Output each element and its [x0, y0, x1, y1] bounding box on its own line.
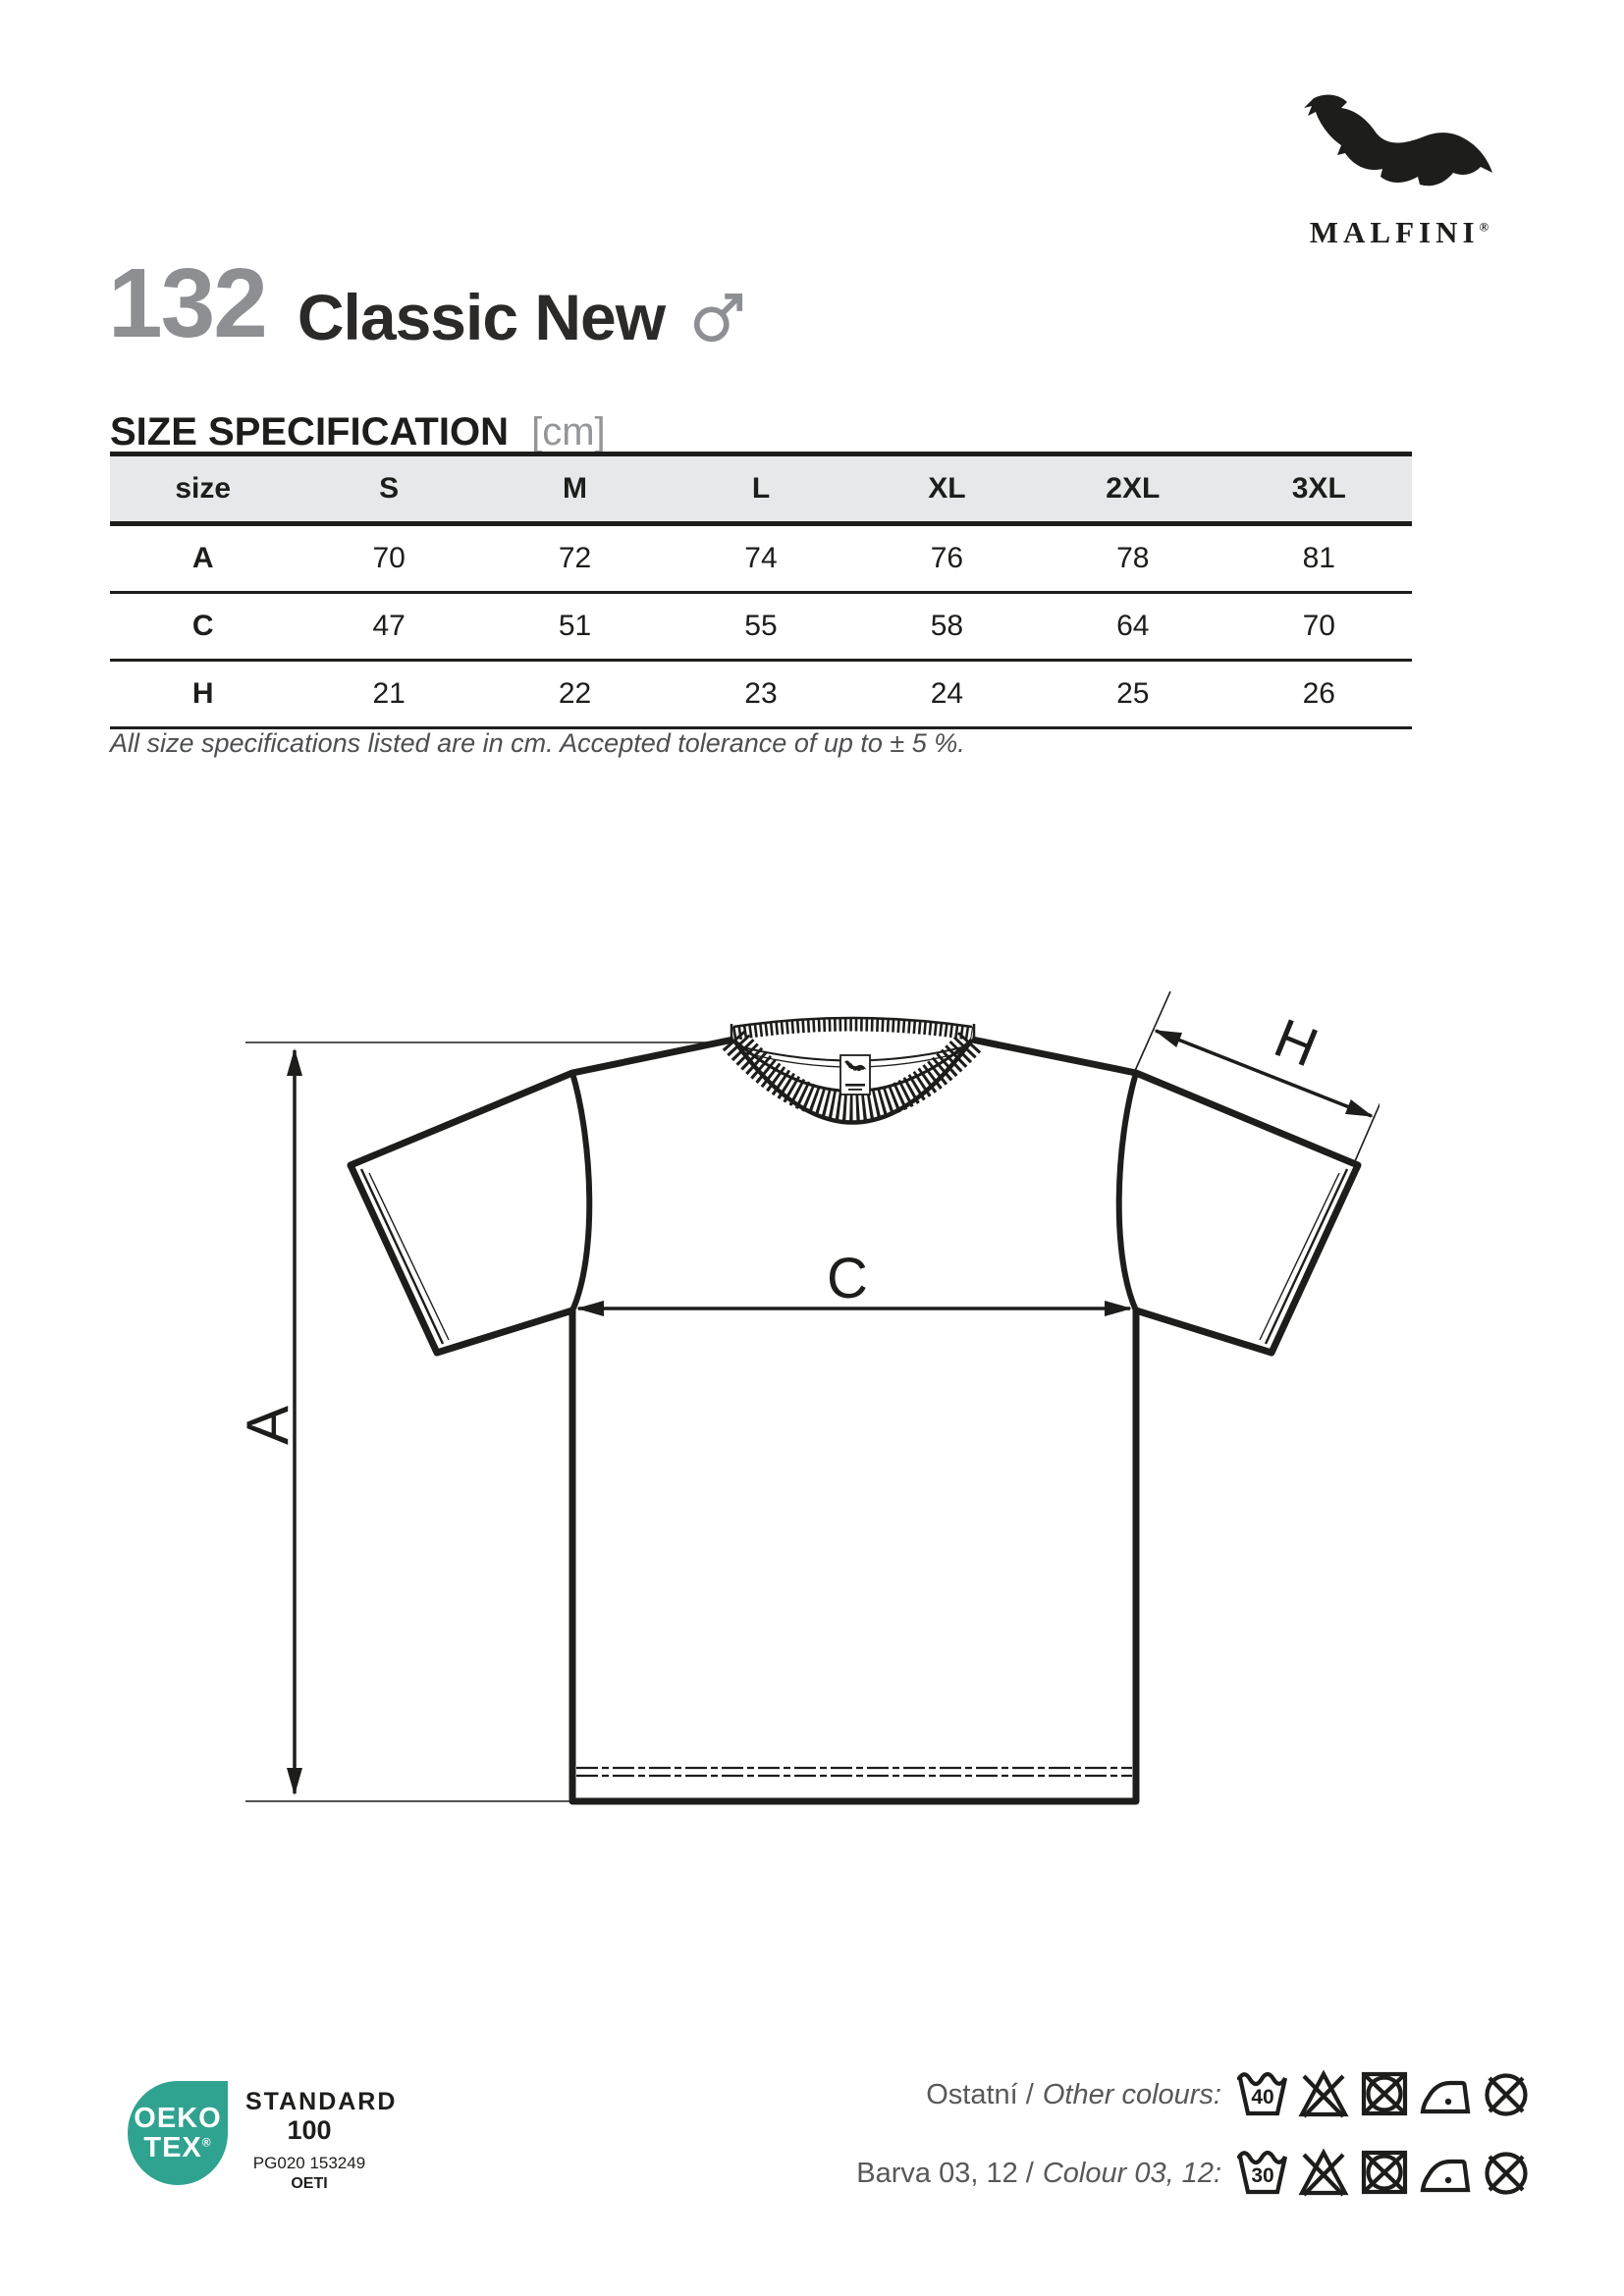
size-table: [110, 452, 1412, 729]
care-row-label: Ostatní / Other colours:: [926, 2078, 1221, 2110]
iron-low-icon: [1423, 2083, 1468, 2111]
cell-h-3xl: 26: [1302, 677, 1335, 710]
oeko-logo-line2: TEX®: [143, 2132, 212, 2163]
cert-code: PG020 153249: [252, 2154, 366, 2173]
product-name: Classic New: [297, 280, 666, 353]
do-not-bleach-icon: [1302, 2153, 1345, 2195]
cell-a-m: 72: [558, 542, 592, 574]
cell-c-m: 51: [558, 610, 592, 642]
tshirt-outline: [351, 1040, 1358, 1801]
cell-a-l: 74: [744, 542, 778, 574]
registered-mark: ®: [1479, 219, 1489, 235]
brand-logo: [1292, 82, 1506, 250]
col-header-2xl: 2XL: [1106, 472, 1161, 505]
cell-a-s: 70: [372, 542, 406, 574]
cert-standard-label: STANDARD: [245, 2088, 398, 2115]
cell-h-m: 22: [558, 677, 592, 710]
cell-c-xl: 58: [930, 610, 964, 642]
size-spec-heading-text: SIZE SPECIFICATION: [110, 410, 509, 454]
dim-label-h: H: [1266, 1006, 1326, 1079]
cell-h-s: 21: [372, 677, 406, 710]
table-row-c: [110, 593, 1412, 661]
brand-wordmark: MALFINI®: [1309, 215, 1489, 249]
col-header-l: L: [751, 472, 771, 505]
oeko-tex-logo: [128, 2081, 228, 2185]
wash-tub-temp-icon: [1238, 2074, 1285, 2113]
svg-text:40: 40: [1251, 2086, 1274, 2109]
tolerance-note: All size specifications listed are in cm. Accepted tolerance of up to ± 5 %.: [110, 728, 965, 758]
col-header-xl: XL: [928, 472, 966, 505]
iron-low-icon: [1423, 2162, 1468, 2190]
col-header-3xl: 3XL: [1291, 472, 1346, 505]
wash-tub-temp-icon: [1238, 2153, 1285, 2192]
cell-c-2xl: 64: [1116, 610, 1150, 642]
cell-h-xl: 24: [930, 677, 964, 710]
do-not-tumble-dry-icon: [1364, 2074, 1405, 2113]
cell-a-2xl: 78: [1116, 542, 1150, 574]
table-row-a: [110, 524, 1412, 593]
dim-label-c: C: [827, 1247, 868, 1310]
cert-standard-number: 100: [287, 2114, 332, 2145]
table-row-h: [110, 661, 1412, 728]
product-code: 132: [108, 248, 266, 358]
row-label-h: H: [191, 677, 214, 710]
size-spec-heading: [110, 410, 606, 454]
cell-a-xl: 76: [930, 542, 964, 574]
neck-label: [840, 1055, 870, 1095]
svg-text:30: 30: [1251, 2164, 1274, 2187]
certification-text: [245, 2088, 398, 2193]
care-symbols-row-2: [1237, 2146, 1534, 2201]
row-label-c: C: [191, 610, 214, 642]
oeko-logo-line1: OEKO: [134, 2102, 222, 2134]
row-label-a: A: [191, 542, 214, 574]
product-title: [108, 248, 747, 358]
col-header-m: M: [563, 472, 588, 505]
falcon-icon: [1295, 82, 1503, 200]
do-not-dry-clean-icon: [1488, 2076, 1526, 2114]
care-symbols-row-1: [1237, 2067, 1534, 2122]
cell-a-3xl: 81: [1302, 542, 1335, 574]
tshirt-technical-drawing: [231, 962, 1380, 1826]
cell-c-s: 47: [372, 610, 406, 642]
cell-h-2xl: 25: [1116, 677, 1150, 710]
do-not-bleach-icon: [1302, 2074, 1345, 2116]
cell-h-l: 23: [744, 677, 778, 710]
care-row-colour-03-12: [856, 2146, 1534, 2201]
size-spec-unit: [cm]: [531, 410, 606, 454]
col-header-s: S: [379, 472, 400, 505]
do-not-tumble-dry-icon: [1364, 2153, 1405, 2192]
male-symbol-icon: [690, 287, 747, 344]
dim-label-a: A: [235, 1405, 300, 1446]
cell-c-l: 55: [744, 610, 778, 642]
size-table-header-row: [110, 454, 1412, 524]
care-row-other-colours: [926, 2067, 1534, 2122]
cell-c-3xl: 70: [1302, 610, 1335, 642]
cert-institute: OETI: [291, 2175, 328, 2193]
col-header-size: size: [175, 472, 232, 505]
do-not-dry-clean-icon: [1488, 2155, 1526, 2193]
care-row-label: Barva 03, 12 / Colour 03, 12:: [856, 2157, 1221, 2189]
